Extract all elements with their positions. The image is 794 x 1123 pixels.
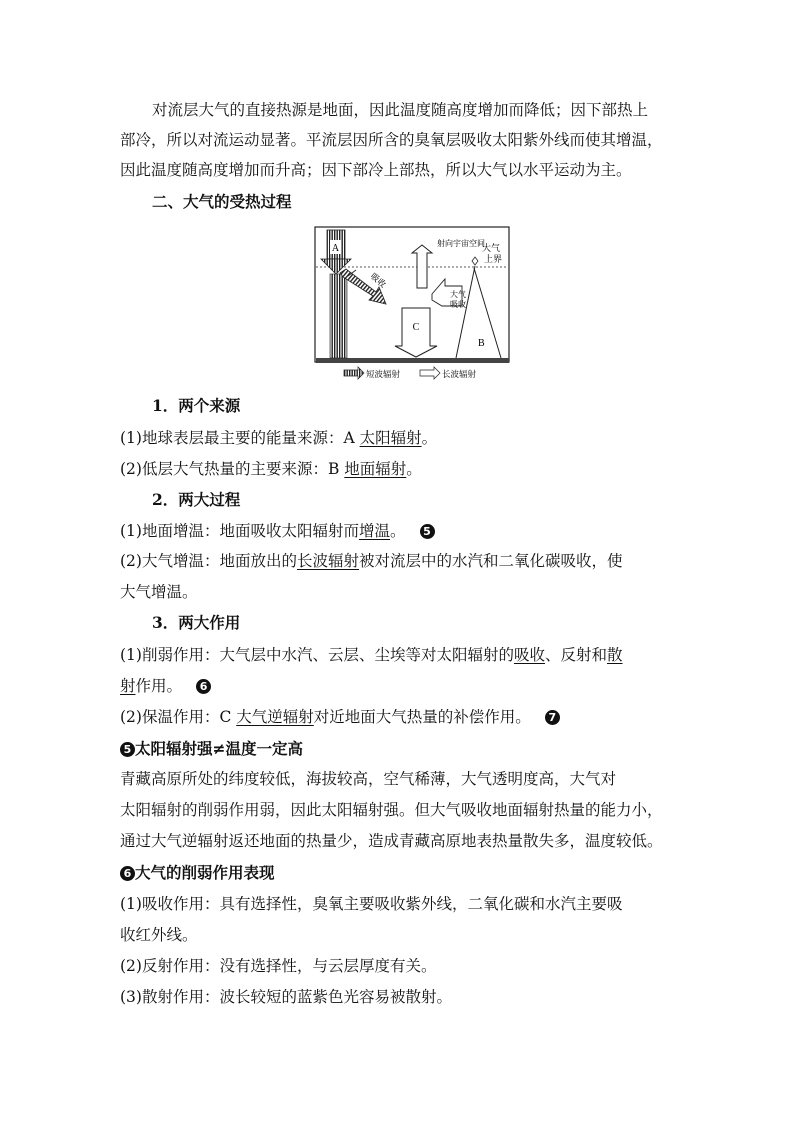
s1-title: 1．两个来源 <box>152 396 241 415</box>
note5-title-line <box>120 739 303 759</box>
note-marker-7[interactable]: 7 <box>545 710 560 725</box>
label-to-space: 射向宇宙空间 <box>437 239 485 248</box>
s3-item-1-pre: (1)削弱作用：大气层中水汽、云层、尘埃等对太阳辐射的 <box>120 646 514 664</box>
legend-long: 长波辐射 <box>442 370 477 380</box>
s3-item-2-pre: (2)保温作用：C <box>120 708 237 726</box>
s2-item-2-text <box>120 551 623 571</box>
note-marker-5[interactable]: 5 <box>420 524 435 539</box>
note6-line-2: 收红外线。 <box>120 926 198 944</box>
note5-line-2: 太阳辐射的削弱作用弱，因此太阳辐射强。但大气吸收地面辐射热量的能力小， <box>120 801 663 819</box>
section-title: 二、大气的受热过程 <box>152 192 292 211</box>
note6-line-1: (1)吸收作用：具有选择性，臭氧主要吸收紫外线，二氧化碳和水汽主要吸 <box>120 895 623 913</box>
legend-short: 短波辐射 <box>366 370 401 380</box>
label-b: B <box>478 338 485 349</box>
note5-line-3: 通过大气逆辐射返还地面的热量少，造成青藏高原地表热量散失多，温度较低。 <box>120 832 663 850</box>
s1-item-2-pre: (2)低层大气热量的主要来源：B <box>120 460 345 478</box>
legend <box>344 367 477 380</box>
label-atm-absorb-1: 大气 <box>450 290 466 299</box>
s1-item-1-text <box>120 428 437 448</box>
s2-item-2-post: 被对流层中的水汽和二氧化碳吸收，使 <box>358 552 623 570</box>
s3-item-1-cont <box>120 676 211 696</box>
s2-item-1-pre: (1)地面增温：地面吸收太阳辐射而 <box>120 522 359 540</box>
atmosphere-heating-diagram <box>314 226 514 386</box>
s3-item-1-term-1: 吸收 <box>513 646 545 664</box>
label-upper-1: 大气 <box>482 244 501 254</box>
s1-item-1-pre: (1)地球表层最主要的能量来源：A <box>120 429 360 447</box>
s3-title: 3．两大作用 <box>152 613 241 632</box>
s3-item-2-text <box>120 707 560 727</box>
note5-marker: 5 <box>120 742 135 757</box>
intro-line-1: 对流层大气的直接热源是地面，因此温度随高度增加而降低；因下部热上 <box>152 101 649 119</box>
label-absorb: 吸收 <box>368 271 388 291</box>
note6-line-3: (2)反射作用：没有选择性，与云层厚度有关。 <box>120 957 437 975</box>
s1-item-2-term: 地面辐射 <box>344 460 407 478</box>
s3-item-2-post: 对近地面大气热量的补偿作用。 <box>313 708 531 726</box>
intro-line-3: 因此温度随高度增加而升高；因下部冷上部热，所以大气以水平运动为主。 <box>120 161 632 179</box>
s2-item-2-cont: 大气增温。 <box>120 583 198 601</box>
s1-item-2-post: 。 <box>406 460 422 478</box>
label-upper-2: 上界 <box>484 255 503 265</box>
s1-item-1-term: 太阳辐射 <box>359 429 422 447</box>
label-a: A <box>331 243 340 254</box>
s2-title: 2．两大过程 <box>152 490 241 509</box>
note6-marker: 6 <box>120 866 135 881</box>
s3-item-1-term-2b: 射 <box>120 677 136 695</box>
s3-item-1-text <box>120 645 623 665</box>
note5-title: 太阳辐射强≠温度一定高 <box>135 739 303 758</box>
s1-item-2-text <box>120 459 422 479</box>
note6-title-line <box>120 863 275 883</box>
s2-item-2-term: 长波辐射 <box>296 552 359 570</box>
s2-item-1-term: 增温 <box>358 522 390 540</box>
s2-item-1-text <box>120 521 435 541</box>
note5-line-1: 青藏高原所处的纬度较低，海拔较高，空气稀薄，大气透明度高，大气对 <box>120 770 617 788</box>
note6-title: 大气的削弱作用表现 <box>135 863 275 882</box>
s2-item-1-post: 。 <box>389 522 406 540</box>
s1-item-1-post: 。 <box>421 429 438 447</box>
label-c: C <box>412 322 420 333</box>
note-marker-6[interactable]: 6 <box>196 679 211 694</box>
s2-item-2-pre: (2)大气增温：地面放出的 <box>120 552 297 570</box>
s3-item-1-post: 作用。 <box>135 677 183 695</box>
s3-item-2-term: 大气逆辐射 <box>236 708 314 726</box>
note6-line-4: (3)散射作用：波长较短的蓝紫色光容易被散射。 <box>120 988 452 1006</box>
s3-item-1-term-2: 散 <box>607 646 623 664</box>
s3-item-1-mid: 、反射和 <box>544 646 607 664</box>
label-atm-absorb-2: 吸收 <box>450 300 466 309</box>
intro-line-2: 部冷，所以对流运动显著。平流层因所含的臭氧层吸收太阳紫外线而使其增温， <box>120 131 663 149</box>
